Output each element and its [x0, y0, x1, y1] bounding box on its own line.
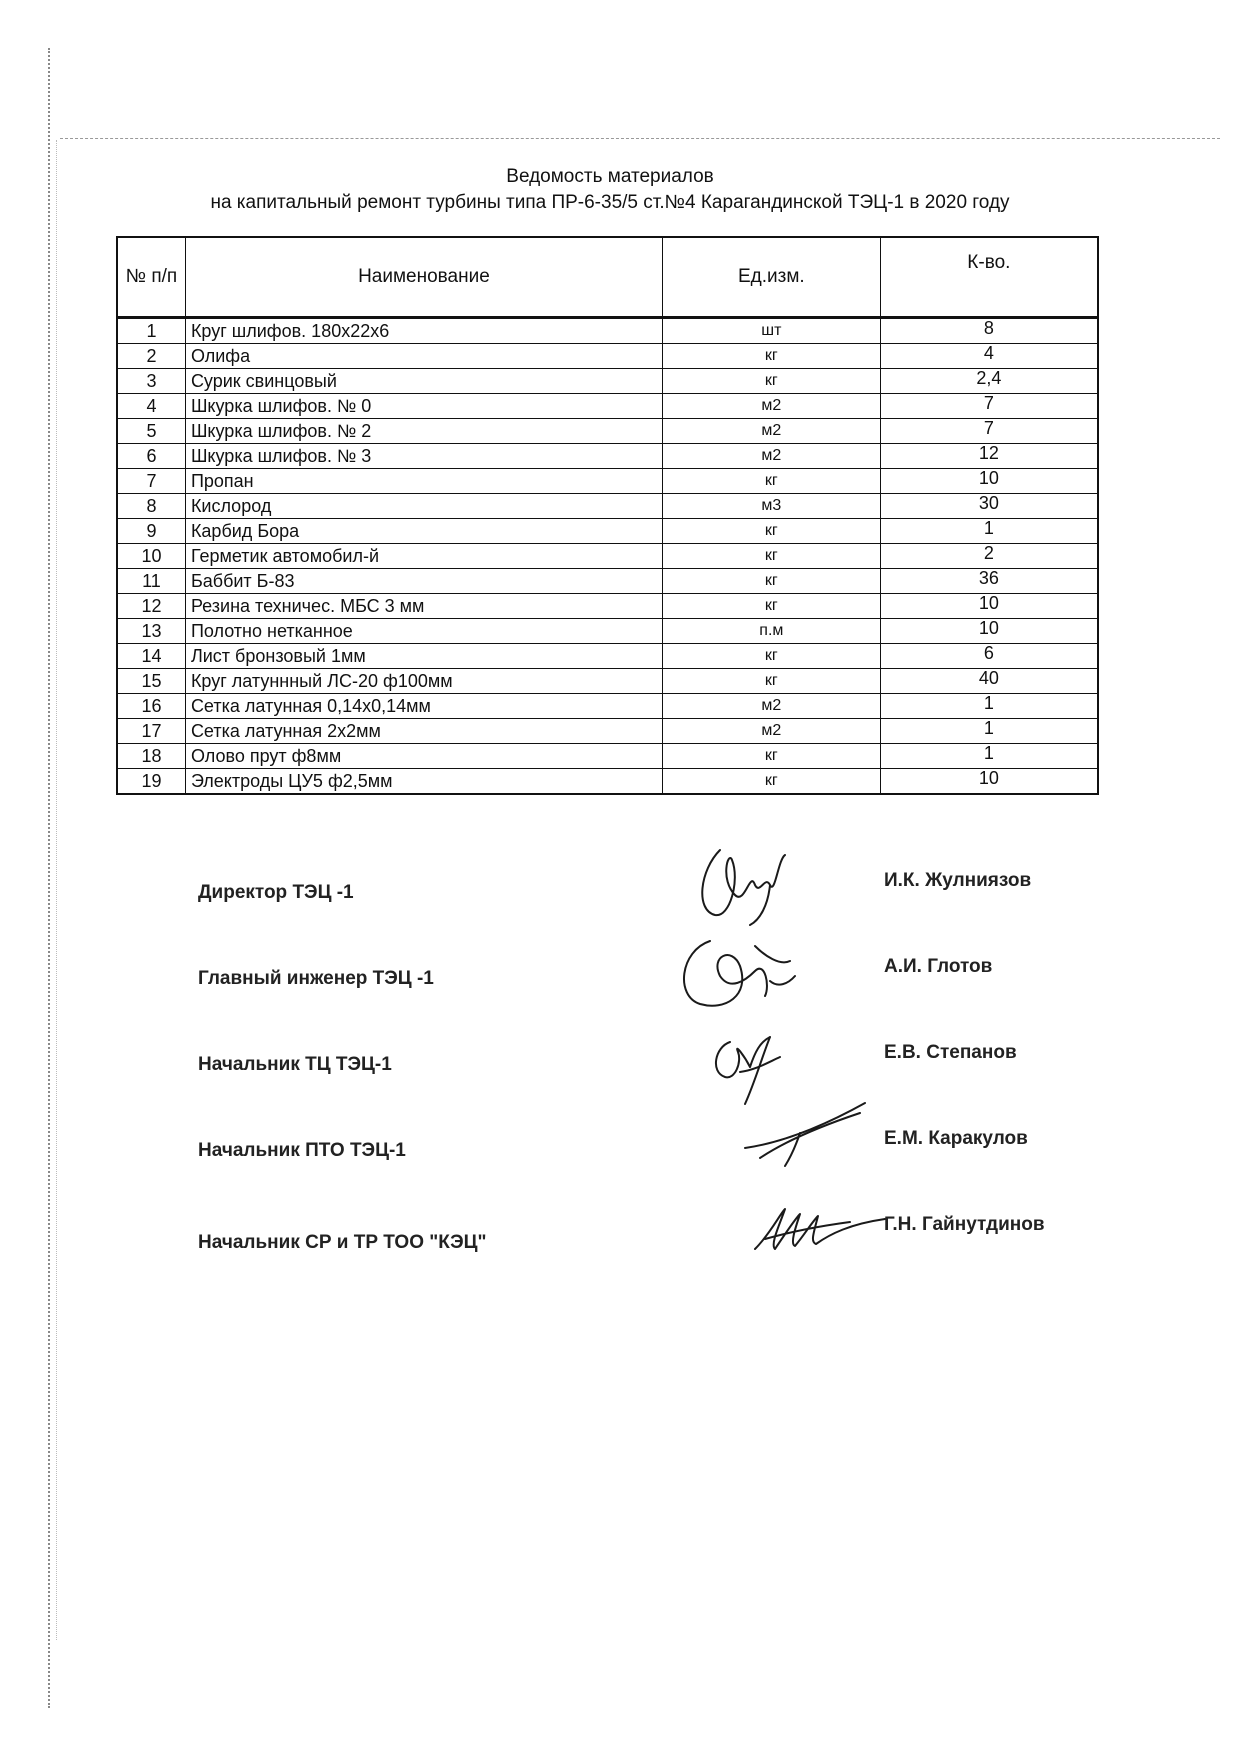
table-row [117, 369, 1098, 394]
cell-qty: 7 [880, 394, 1098, 419]
header-qty: К-во. [880, 237, 1098, 318]
cell-name: Кислород [185, 494, 662, 519]
signature-role: Начальник СР и ТР ТОО "КЭЦ" [198, 1232, 487, 1253]
cell-num: 2 [117, 344, 185, 369]
cell-num: 5 [117, 419, 185, 444]
cell-qty: 2 [880, 544, 1098, 569]
signature-name: А.И. Глотов [884, 956, 993, 977]
cell-qty: 6 [880, 644, 1098, 669]
title-line-1: Ведомость материалов [506, 166, 714, 187]
materials-table [116, 236, 1099, 795]
cell-name: Круг шлифов. 180х22х6 [185, 318, 662, 344]
table-row [117, 544, 1098, 569]
cell-name: Герметик автомобил-й [185, 544, 662, 569]
cell-name: Полотно нетканное [185, 619, 662, 644]
cell-qty: 10 [880, 594, 1098, 619]
signature-row [0, 870, 1240, 950]
cell-num: 3 [117, 369, 185, 394]
cell-num: 17 [117, 719, 185, 744]
cell-unit: м3 [662, 494, 880, 519]
cell-qty: 8 [880, 318, 1098, 344]
cell-unit: м2 [662, 719, 880, 744]
signature-row [0, 1128, 1240, 1208]
cell-num: 14 [117, 644, 185, 669]
cell-name: Карбид Бора [185, 519, 662, 544]
cell-num: 6 [117, 444, 185, 469]
signature-role: Начальник ТЦ ТЭЦ-1 [198, 1054, 392, 1075]
cell-qty: 7 [880, 419, 1098, 444]
header-num: № п/п [117, 237, 185, 318]
table-row [117, 644, 1098, 669]
cell-unit: кг [662, 519, 880, 544]
cell-qty: 10 [880, 619, 1098, 644]
table-row [117, 394, 1098, 419]
cell-num: 12 [117, 594, 185, 619]
cell-num: 4 [117, 394, 185, 419]
cell-qty: 2,4 [880, 369, 1098, 394]
cell-num: 9 [117, 519, 185, 544]
table-row [117, 569, 1098, 594]
table-row [117, 669, 1098, 694]
cell-unit: кг [662, 344, 880, 369]
handwritten-signature [740, 1088, 870, 1178]
cell-unit: м2 [662, 419, 880, 444]
cell-name: Пропан [185, 469, 662, 494]
cell-name: Олово прут ф8мм [185, 744, 662, 769]
signature-role: Главный инженер ТЭЦ -1 [198, 968, 434, 989]
cell-unit: шт [662, 318, 880, 344]
cell-num: 19 [117, 769, 185, 795]
table-row [117, 444, 1098, 469]
table-row [117, 769, 1098, 795]
table-row [117, 744, 1098, 769]
table-row [117, 619, 1098, 644]
table-body [117, 318, 1098, 795]
cell-unit: кг [662, 769, 880, 795]
cell-qty: 1 [880, 744, 1098, 769]
signature-role: Директор ТЭЦ -1 [198, 882, 354, 903]
signature-name: Г.Н. Гайнутдинов [884, 1214, 1045, 1235]
cell-unit: кг [662, 569, 880, 594]
handwritten-signature [750, 1194, 890, 1264]
cell-qty: 10 [880, 769, 1098, 795]
signature-name: И.К. Жулниязов [884, 870, 1032, 891]
cell-name: Лист бронзовый 1мм [185, 644, 662, 669]
table-row [117, 719, 1098, 744]
signature-role: Начальник ПТО ТЭЦ-1 [198, 1140, 406, 1161]
cell-unit: кг [662, 469, 880, 494]
cell-name: Сурик свинцовый [185, 369, 662, 394]
cell-name: Баббит Б-83 [185, 569, 662, 594]
cell-name: Круг латуннный ЛС-20 ф100мм [185, 669, 662, 694]
cell-qty: 36 [880, 569, 1098, 594]
cell-unit: кг [662, 669, 880, 694]
cell-name: Сетка латунная 2х2мм [185, 719, 662, 744]
cell-num: 8 [117, 494, 185, 519]
table-row [117, 694, 1098, 719]
table-row [117, 594, 1098, 619]
header-unit: Ед.изм. [662, 237, 880, 318]
cell-num: 11 [117, 569, 185, 594]
cell-name: Резина техничес. МБС 3 мм [185, 594, 662, 619]
cell-qty: 4 [880, 344, 1098, 369]
title-line-2: на капитальный ремонт турбины типа ПР-6-35/5 ст.№4 Карагандинской ТЭЦ-1 в 2020 году [210, 192, 1010, 213]
cell-num: 16 [117, 694, 185, 719]
scan-top-line-artifact [60, 138, 1220, 140]
cell-qty: 12 [880, 444, 1098, 469]
cell-qty: 30 [880, 494, 1098, 519]
signature-name: Е.М. Каракулов [884, 1128, 1028, 1149]
cell-unit: кг [662, 644, 880, 669]
cell-name: Шкурка шлифов. № 3 [185, 444, 662, 469]
cell-unit: п.м [662, 619, 880, 644]
cell-unit: кг [662, 369, 880, 394]
cell-num: 15 [117, 669, 185, 694]
cell-qty: 40 [880, 669, 1098, 694]
cell-unit: м2 [662, 394, 880, 419]
table-row [117, 494, 1098, 519]
signature-name: Е.В. Степанов [884, 1042, 1017, 1063]
table-header-row [117, 237, 1098, 318]
cell-unit: кг [662, 594, 880, 619]
header-name: Наименование [185, 237, 662, 318]
cell-num: 13 [117, 619, 185, 644]
table-row [117, 519, 1098, 544]
signature-row [0, 1214, 1240, 1294]
handwritten-signature [670, 926, 800, 1016]
cell-name: Электроды ЦУ5 ф2,5мм [185, 769, 662, 795]
cell-num: 1 [117, 318, 185, 344]
signature-row [0, 1042, 1240, 1122]
cell-qty: 1 [880, 694, 1098, 719]
cell-name: Сетка латунная 0,14х0,14мм [185, 694, 662, 719]
cell-unit: кг [662, 744, 880, 769]
handwritten-signature [690, 840, 800, 930]
cell-name: Шкурка шлифов. № 0 [185, 394, 662, 419]
document-title [110, 164, 1110, 216]
cell-qty: 1 [880, 519, 1098, 544]
cell-name: Шкурка шлифов. № 2 [185, 419, 662, 444]
cell-num: 10 [117, 544, 185, 569]
cell-num: 7 [117, 469, 185, 494]
table-row [117, 318, 1098, 344]
cell-qty: 1 [880, 719, 1098, 744]
cell-qty: 10 [880, 469, 1098, 494]
cell-name: Олифа [185, 344, 662, 369]
table-row [117, 419, 1098, 444]
cell-unit: кг [662, 544, 880, 569]
cell-unit: м2 [662, 444, 880, 469]
table-row [117, 469, 1098, 494]
table-row [117, 344, 1098, 369]
signature-row [0, 956, 1240, 1036]
cell-num: 18 [117, 744, 185, 769]
cell-unit: м2 [662, 694, 880, 719]
